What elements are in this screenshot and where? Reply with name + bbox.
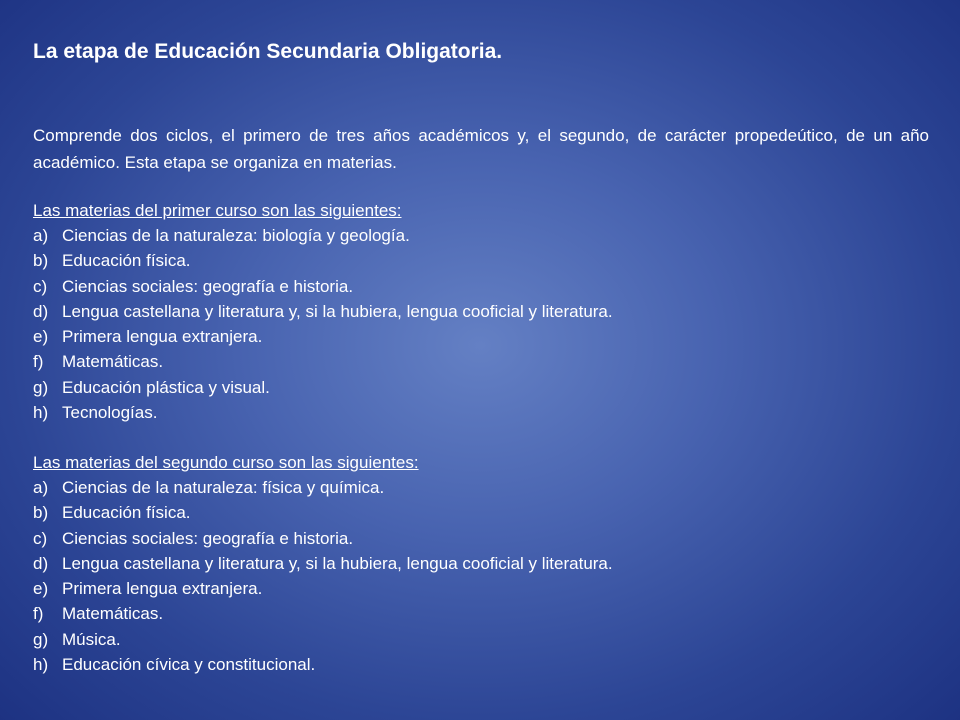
list-item bbox=[33, 375, 929, 400]
second-course-section bbox=[33, 450, 929, 677]
list-item-text: Ciencias sociales: geografía e historia. bbox=[62, 276, 354, 296]
list-marker: h) bbox=[33, 403, 49, 423]
list-item bbox=[33, 475, 929, 500]
list-item-text: Tecnologías. bbox=[62, 403, 158, 423]
list-item bbox=[33, 248, 929, 273]
list-marker: d) bbox=[33, 301, 49, 321]
intro-paragraph: Comprende dos ciclos, el primero de tres años académicos y, el segundo, de carácter propedeútico, de un año académico. Esta etapa se organiza en materias. bbox=[33, 126, 929, 172]
first-course-heading: Las materias del primer curso son las siguientes: bbox=[33, 201, 402, 220]
list-item-text: Lengua castellana y literatura y, si la hubiera, lengua cooficial y literatura. bbox=[62, 553, 613, 573]
list-item-text: Ciencias de la naturaleza: física y química. bbox=[62, 478, 385, 497]
list-marker: g) bbox=[33, 377, 49, 397]
list-item bbox=[33, 500, 929, 525]
list-item bbox=[33, 551, 929, 576]
list-item-text: Primera lengua extranjera. bbox=[62, 327, 263, 347]
list-item bbox=[33, 601, 929, 626]
list-marker: f) bbox=[33, 352, 44, 372]
list-marker: c) bbox=[33, 276, 48, 296]
list-item-text: Educación plástica y visual. bbox=[62, 377, 270, 397]
list-marker: a) bbox=[33, 478, 49, 497]
list-item-text: Ciencias sociales: geografía e historia. bbox=[62, 528, 354, 548]
list-item bbox=[33, 400, 929, 425]
list-item bbox=[33, 349, 929, 374]
list-item-text: Ciencias de la naturaleza: biología y geología. bbox=[62, 226, 410, 245]
first-course-list bbox=[33, 223, 929, 425]
list-item bbox=[33, 324, 929, 349]
list-marker: a) bbox=[33, 226, 49, 245]
list-item bbox=[33, 223, 929, 248]
list-item bbox=[33, 526, 929, 551]
list-item-text: Educación física. bbox=[62, 503, 191, 523]
list-item bbox=[33, 274, 929, 299]
slide-title: La etapa de Educación Secundaria Obligatoria. bbox=[33, 40, 503, 63]
list-item-text: Educación física. bbox=[62, 251, 191, 271]
second-course-list bbox=[33, 475, 929, 677]
list-marker: g) bbox=[33, 629, 49, 649]
first-course-section bbox=[33, 198, 929, 425]
list-item bbox=[33, 576, 929, 601]
list-marker: c) bbox=[33, 528, 48, 548]
list-item-text: Música. bbox=[62, 629, 121, 649]
list-marker: f) bbox=[33, 604, 44, 624]
slide bbox=[33, 0, 929, 720]
list-item-text: Matemáticas. bbox=[62, 352, 164, 372]
list-item bbox=[33, 652, 929, 677]
list-marker: h) bbox=[33, 655, 49, 675]
list-marker: e) bbox=[33, 579, 49, 599]
list-item-text: Primera lengua extranjera. bbox=[62, 579, 263, 599]
list-item-text: Lengua castellana y literatura y, si la hubiera, lengua cooficial y literatura. bbox=[62, 301, 613, 321]
list-item bbox=[33, 627, 929, 652]
list-item-text: Matemáticas. bbox=[62, 604, 164, 624]
list-item bbox=[33, 299, 929, 324]
list-marker: b) bbox=[33, 503, 49, 523]
list-marker: e) bbox=[33, 327, 49, 347]
list-item-text: Educación cívica y constitucional. bbox=[62, 655, 316, 675]
second-course-heading: Las materias del segundo curso son las siguientes: bbox=[33, 453, 419, 472]
list-marker: d) bbox=[33, 553, 49, 573]
list-marker: b) bbox=[33, 251, 49, 271]
